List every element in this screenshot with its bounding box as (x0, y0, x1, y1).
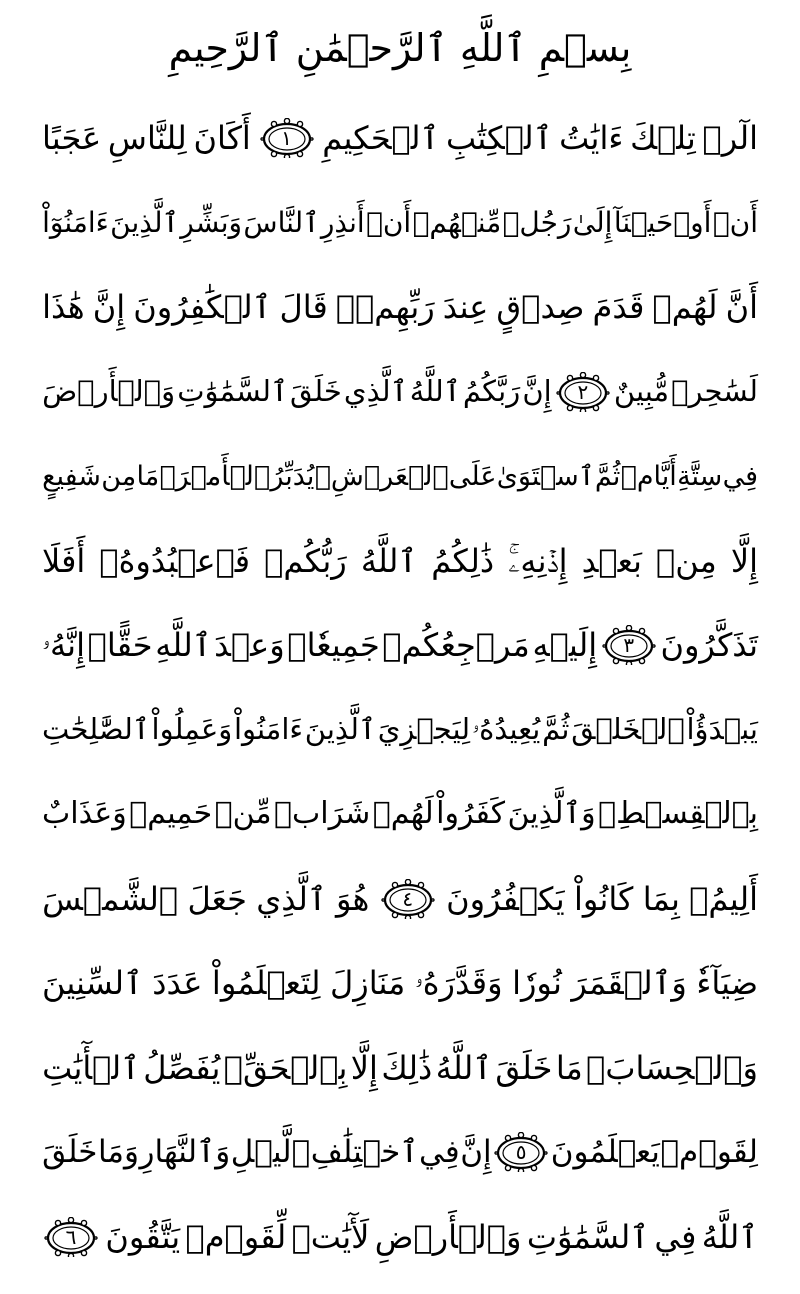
verse-word: لَهُمۡ (652, 288, 718, 327)
verse-word: أَنۡ (712, 205, 758, 239)
verse-line (42, 857, 758, 942)
verse-word: خَلَقَ (42, 1133, 98, 1170)
verse-word: مِّنۡهُمۡ (412, 205, 502, 239)
verse-word: رَجُلٖ (502, 205, 572, 239)
verse-word: مِّنۡ (214, 796, 272, 832)
verse-word: هُوَ (335, 879, 370, 918)
verse-word: لِيَجۡزِيَ (377, 712, 471, 747)
verse-word: ٱلشَّمۡسَ (42, 879, 179, 918)
verse-word: مِنۢ (656, 541, 717, 580)
ayah-end-marker (492, 1132, 550, 1172)
verse-word: هَٰذَا (42, 288, 85, 327)
verse-word: ذَٰلِكَ (381, 1048, 433, 1087)
verse-word: يُعِيدُهُۥ (471, 712, 541, 747)
verse-word: مَا (136, 460, 160, 492)
verse-word: إِلَّا (730, 541, 758, 580)
verse-word: ٱلۡأٓيَٰتِ (42, 1048, 140, 1087)
verse-word: إِذۡنِهِۦۚ (508, 541, 568, 580)
verse-word: وَٱلۡحِسَابَۚ (586, 1048, 758, 1087)
verse-word: ٱلَّذِينَ (304, 712, 376, 747)
verse-word: ٱلۡكَٰفِرُونَ (133, 288, 272, 327)
verse-word: لَأٓيَٰتٖ (291, 1217, 370, 1256)
verse-word: ٱلنَّاسَ (243, 205, 320, 239)
verse-word: أَيَّامٖ (620, 460, 677, 492)
verse-word: شَرَابٞ (274, 796, 371, 832)
verse-word: فِي (654, 1217, 697, 1256)
verse-word: ٱللَّهُ (360, 541, 418, 580)
verse-word: أَوۡحَيۡنَآ (613, 205, 712, 239)
verse-word: رَبَّكُمُ (462, 374, 521, 409)
verse-word: بِٱلۡحَقِّۚ (223, 1048, 348, 1087)
verse-word: ٱلۡكِتَٰبِ (445, 119, 553, 158)
verse-word: رَبِّهِمۡۗ (335, 288, 435, 327)
verse-line (42, 688, 758, 773)
verse-word: ذَٰلِكُمُ (431, 541, 495, 580)
verse-word: تَذَكَّرُونَ (660, 626, 758, 665)
ayah-end-marker (42, 1217, 100, 1257)
verse-word: إِنَّ (92, 288, 126, 327)
verse-word: مَرۡجِعُكُمۡ (382, 626, 530, 665)
verse-word: ٱلۡعَرۡشِۖ (314, 460, 449, 492)
verse-word: لَهُمۡ (372, 796, 434, 832)
verse-word: لِلنَّاسِ (107, 119, 187, 158)
verse-word: وَعَمِلُواْ (151, 712, 233, 747)
verse-word: ٱلۡأَمۡرَۖ (159, 460, 271, 492)
verse-word: جَعَلَ (187, 879, 247, 918)
verse-word: حَقًّاۚ (87, 626, 153, 665)
verse-line (42, 350, 758, 435)
verse-word: وَٱلۡقَمَرَ (571, 964, 687, 1003)
verse-word: ٱللَّهُ (409, 374, 461, 409)
verse-word: فَٱعۡبُدُوهُۚ (99, 541, 251, 580)
verse-word: وَٱلۡأَرۡضِ (374, 1217, 522, 1256)
verse-word: خَلَقَ (495, 1048, 553, 1087)
verse-word: إِنَّهُۥ (42, 626, 85, 665)
verse-word: كَانُواْ (574, 879, 634, 918)
verse-line (42, 265, 758, 350)
verse-word: أَنذِرِ (320, 205, 365, 239)
verse-word: ٱلصَّٰلِحَٰتِ (42, 712, 150, 747)
verse-word: الٓرۚ (702, 119, 758, 158)
verse-word: إِلَيۡهِ (532, 626, 598, 665)
ayah-end-marker (600, 625, 658, 665)
verse-word: يَتَّقُونَ (105, 1217, 181, 1256)
verse-word: ضِيَآءٗ (696, 964, 758, 1003)
verse-word: قَالَ (279, 288, 328, 327)
verse-word: أَكَانَ (193, 119, 251, 158)
verse-word: مُّبِينٌ (613, 374, 670, 409)
verse-line (42, 772, 758, 857)
verse-word: ٱللَّهُ (435, 1048, 492, 1087)
verse-word: يَكۡفُرُونَ (446, 879, 565, 918)
verse-word: يُفَصِّلُ (143, 1048, 221, 1087)
verse-word: حَمِيمٖ (129, 796, 213, 832)
verse-word: أَنۡ (366, 205, 412, 239)
verse-word: مِن (101, 460, 137, 492)
verse-line (42, 519, 758, 604)
verse-word: كَفَرُواْ (436, 796, 505, 832)
verse-word: ٱلسِّنِينَ (42, 964, 143, 1003)
ayah-number: ١ (281, 126, 292, 151)
verse-word: ءَامَنُوٓاْ (42, 205, 109, 239)
verse-word: يَعۡلَمُونَ (550, 1133, 660, 1170)
verse-text-block (42, 96, 758, 1279)
verse-word: ٱلَّذِينَ (110, 205, 179, 239)
verse-line (42, 96, 758, 181)
verse-line (42, 181, 758, 266)
verse-word: وَبَشِّرِ (180, 205, 243, 239)
verse-word: أَفَلَا (42, 541, 86, 580)
verse-word: إِنَّ (522, 374, 552, 409)
ayah-end-marker (258, 118, 316, 158)
verse-word: وَقَدَّرَهُۥ (414, 964, 503, 1003)
ayah-number: ٢ (577, 379, 589, 404)
verse-word: صِدۡقٍ (496, 288, 585, 327)
verse-word: جَمِيعٗاۖ (287, 626, 380, 665)
verse-line (42, 941, 758, 1026)
verse-word: ثُمَّ (542, 712, 570, 747)
verse-word: ٱلۡخَلۡقَ (571, 712, 685, 747)
verse-word: وَٱلۡأَرۡضَ (42, 374, 176, 409)
verse-word: فِي (722, 460, 758, 492)
verse-line (42, 1195, 758, 1280)
verse-word: مَنَازِلَ (330, 964, 406, 1003)
verse-word: ٱلسَّمَٰوَٰتِ (526, 1217, 650, 1256)
verse-word: نُورٗا (512, 964, 562, 1003)
verse-word: ٱللَّهُ (701, 1217, 758, 1256)
verse-word: رَبُّكُمۡ (264, 541, 347, 580)
verse-word: عَلَى (448, 460, 497, 492)
verse-word: ٱلۡحَكِيمِ (322, 119, 440, 158)
verse-word: يَبۡدَؤُاْ (686, 712, 758, 747)
ayah-number: ٥ (515, 1140, 527, 1165)
ayah-end-marker (554, 372, 612, 412)
verse-word: يُدَبِّرُ (270, 460, 315, 492)
verse-word: ٱللَّهِ (155, 626, 212, 665)
verse-word: لِّقَوۡمٖ (185, 1217, 287, 1256)
verse-word: إِلَىٰ (572, 205, 613, 239)
verse-word: ٱسۡتَوَىٰ (496, 460, 595, 492)
verse-word: بِمَا (642, 879, 680, 918)
verse-word: قَدَمَ (592, 288, 645, 327)
verse-word: إِلَّا (350, 1048, 378, 1087)
verse-word: مَا (555, 1048, 583, 1087)
verse-word: لِقَوۡمٖ (660, 1133, 758, 1170)
verse-word: شَفِيعٍ (42, 460, 101, 492)
verse-word: وَمَا (97, 1133, 139, 1170)
bismillah-heading: بِسۡمِ ٱللَّهِ ٱلرَّحۡمَٰنِ ٱلرَّحِيمِ (168, 26, 632, 70)
verse-word: وَٱلَّذِينَ (507, 796, 596, 832)
verse-word: ٱلَّذِي (343, 374, 408, 409)
ayah-number: ٦ (65, 1224, 77, 1249)
verse-word: وَعۡدَ (214, 626, 285, 665)
verse-word: وَٱلنَّهَارِ (139, 1133, 231, 1170)
verse-word: إِنَّ (460, 1133, 492, 1170)
verse-word: وَعَذَابٌ (42, 796, 127, 832)
verse-line (42, 434, 758, 519)
verse-word: ءَامَنُواْ (234, 712, 304, 747)
verse-word: ٱلَّذِي (256, 879, 327, 918)
verse-word: ٱخۡتِلَٰفِ (310, 1133, 419, 1170)
verse-word: فِي (418, 1133, 460, 1170)
verse-word: ٱلسَّمَٰوَٰتِ (177, 374, 288, 409)
verse-word: ٱلَّيۡلِ (230, 1133, 311, 1170)
verse-word: خَلَقَ (290, 374, 342, 409)
verse-word: بِٱلۡقِسۡطِۚ (598, 796, 758, 832)
verse-word: عِندَ (442, 288, 489, 327)
verse-word: ءَايَٰتُ (559, 119, 624, 158)
verse-word: بَعۡدِ (581, 541, 642, 580)
ayah-end-marker (379, 879, 437, 919)
verse-word: لِتَعۡلَمُواْ (211, 964, 321, 1003)
verse-word: تِلۡكَ (630, 119, 696, 158)
verse-word: لَسَٰحِرٞ (671, 374, 758, 409)
verse-word: عَجَبًا (42, 119, 102, 158)
ayah-number: ٣ (623, 633, 635, 658)
verse-word: ثُمَّ (594, 460, 621, 492)
verse-line (42, 1110, 758, 1195)
ayah-number: ٤ (402, 886, 414, 911)
verse-word: أَنَّ (725, 288, 758, 327)
verse-line (42, 603, 758, 688)
verse-word: عَدَدَ (152, 964, 203, 1003)
verse-line (42, 1026, 758, 1111)
verse-word: أَلِيمُۢ (689, 879, 758, 918)
verse-word: سِتَّةِ (677, 460, 723, 492)
